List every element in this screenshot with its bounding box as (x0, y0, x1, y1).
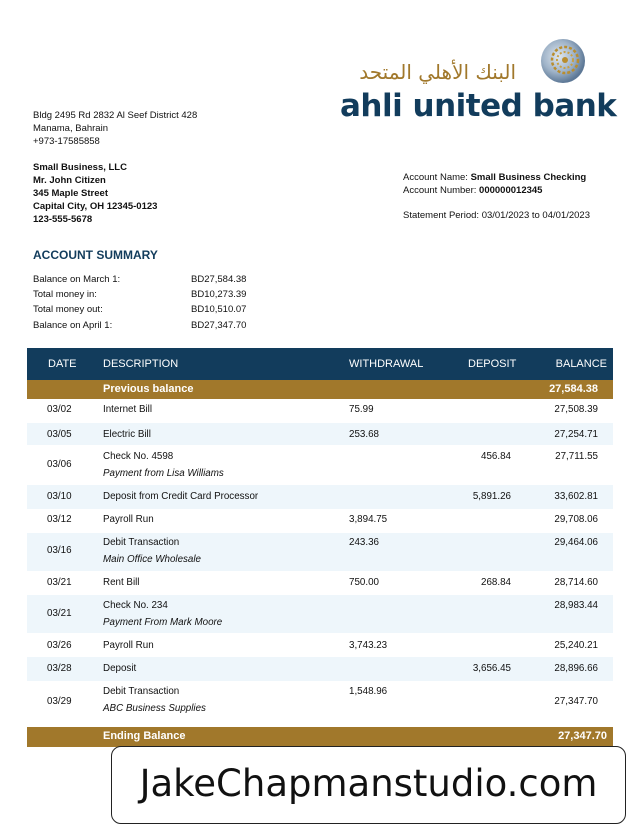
account-number-value: 000000012345 (479, 185, 543, 196)
row-balance: 27,254.71 (554, 429, 598, 440)
row-date: 03/21 (47, 577, 72, 588)
row-date: 03/05 (47, 429, 72, 440)
table-row (27, 445, 613, 485)
row-deposit: 456.84 (481, 451, 511, 462)
statement-period-label: Statement Period: (403, 210, 480, 221)
ending-balance-row (27, 727, 613, 747)
row-deposit: 3,656.45 (472, 663, 511, 674)
previous-balance-row (27, 380, 613, 399)
table-row (27, 509, 613, 533)
row-description: Deposit from Credit Card Processor (103, 491, 259, 502)
table-row (27, 657, 613, 681)
account-info (403, 171, 586, 197)
statement-period (403, 210, 590, 221)
row-balance: 28,983.44 (554, 600, 598, 611)
header-deposit: DEPOSIT (468, 358, 517, 370)
summary-value: BD10,273.39 (191, 289, 247, 300)
table-row (27, 485, 613, 509)
previous-balance-label: Previous balance (103, 383, 194, 395)
row-date: 03/02 (47, 404, 72, 415)
customer-city: Capital City, OH 12345-0123 (33, 201, 158, 212)
bank-logo-english: ahli united bank (340, 88, 617, 124)
row-deposit: 5,891.26 (472, 491, 511, 502)
row-sub-description: ABC Business Supplies (103, 703, 206, 714)
row-withdrawal: 253.68 (349, 429, 379, 440)
table-row (27, 571, 613, 595)
row-balance: 27,508.39 (554, 404, 598, 415)
row-balance: 28,714.60 (554, 577, 598, 588)
row-balance: 29,464.06 (554, 537, 598, 548)
row-balance: 28,896.66 (554, 663, 598, 674)
summary-label: Balance on March 1: (33, 274, 121, 285)
bank-phone: +973-17585858 (33, 136, 100, 147)
header-description: DESCRIPTION (103, 358, 179, 370)
customer-street: 345 Maple Street (33, 188, 108, 199)
statement-period-value: 03/01/2023 to 04/01/2023 (481, 210, 590, 221)
row-description: Payroll Run (103, 514, 154, 525)
row-date: 03/06 (47, 459, 72, 470)
row-withdrawal: 1,548.96 (349, 686, 388, 697)
row-withdrawal: 243.36 (349, 537, 379, 548)
bank-logo-arabic: البنك الأهلي المتحد (359, 60, 516, 84)
summary-label: Balance on April 1: (33, 320, 113, 331)
table-row (27, 595, 613, 633)
customer-company: Small Business, LLC (33, 162, 127, 173)
summary-label: Total money out: (33, 304, 103, 315)
watermark-banner: JakeChapmanstudio.com (111, 746, 626, 824)
row-date: 03/10 (47, 491, 72, 502)
ending-balance-value: 27,347.70 (558, 730, 607, 742)
row-description: Electric Bill (103, 429, 151, 440)
row-date: 03/21 (47, 608, 72, 619)
row-withdrawal: 750.00 (349, 577, 379, 588)
row-description: Check No. 234 (103, 600, 168, 611)
row-sub-description: Main Office Wholesale (103, 554, 202, 565)
row-description: Internet Bill (103, 404, 153, 415)
bank-address-line: Manama, Bahrain (33, 123, 108, 134)
row-date: 03/26 (47, 640, 72, 651)
account-summary-title: ACCOUNT SUMMARY (33, 248, 158, 262)
header-date: DATE (48, 358, 77, 370)
row-sub-description: Payment from Lisa Williams (103, 468, 224, 479)
summary-label: Total money in: (33, 289, 97, 300)
row-withdrawal: 3,743.23 (349, 640, 388, 651)
row-withdrawal: 3,894.75 (349, 514, 388, 525)
row-date: 03/16 (47, 545, 72, 556)
customer-phone: 123-555-5678 (33, 214, 93, 225)
summary-value: BD27,347.70 (191, 320, 247, 331)
row-balance: 33,602.81 (554, 491, 598, 502)
transactions-table-header (27, 348, 613, 380)
summary-value: BD10,510.07 (191, 304, 247, 315)
ending-balance-label: Ending Balance (103, 730, 186, 742)
table-row (27, 399, 613, 423)
row-balance: 27,711.55 (555, 451, 598, 462)
previous-balance-value: 27,584.38 (549, 383, 598, 395)
account-name-label: Account Name: (403, 172, 468, 183)
row-withdrawal: 75.99 (349, 404, 374, 415)
row-description: Rent Bill (103, 577, 140, 588)
row-date: 03/28 (47, 663, 72, 674)
customer-name: Mr. John Citizen (33, 175, 106, 186)
header-balance: BALANCE (555, 358, 607, 370)
customer-address (33, 161, 157, 226)
table-row (27, 423, 613, 445)
header-withdrawal: WITHDRAWAL (349, 358, 424, 370)
account-number-label: Account Number: (403, 185, 477, 196)
bank-address (33, 109, 197, 148)
row-date: 03/12 (47, 514, 72, 525)
bank-address-line: Bldg 2495 Rd 2832 Al Seef District 428 (33, 110, 198, 121)
row-balance: 25,240.21 (554, 640, 598, 651)
row-description: Check No. 4598 (103, 451, 174, 462)
bank-emblem-icon (540, 38, 586, 84)
row-description: Debit Transaction (103, 686, 180, 697)
table-row (27, 681, 613, 725)
row-description: Debit Transaction (103, 537, 180, 548)
account-name-value: Small Business Checking (470, 172, 587, 183)
row-deposit: 268.84 (481, 577, 511, 588)
summary-value: BD27,584.38 (191, 274, 247, 285)
table-row (27, 633, 613, 657)
table-row (27, 533, 613, 571)
row-balance: 27,347.70 (554, 696, 598, 707)
row-balance: 29,708.06 (554, 514, 598, 525)
row-date: 03/29 (47, 696, 72, 707)
row-description: Deposit (103, 663, 137, 674)
row-description: Payroll Run (103, 640, 154, 651)
row-sub-description: Payment From Mark Moore (103, 617, 223, 628)
